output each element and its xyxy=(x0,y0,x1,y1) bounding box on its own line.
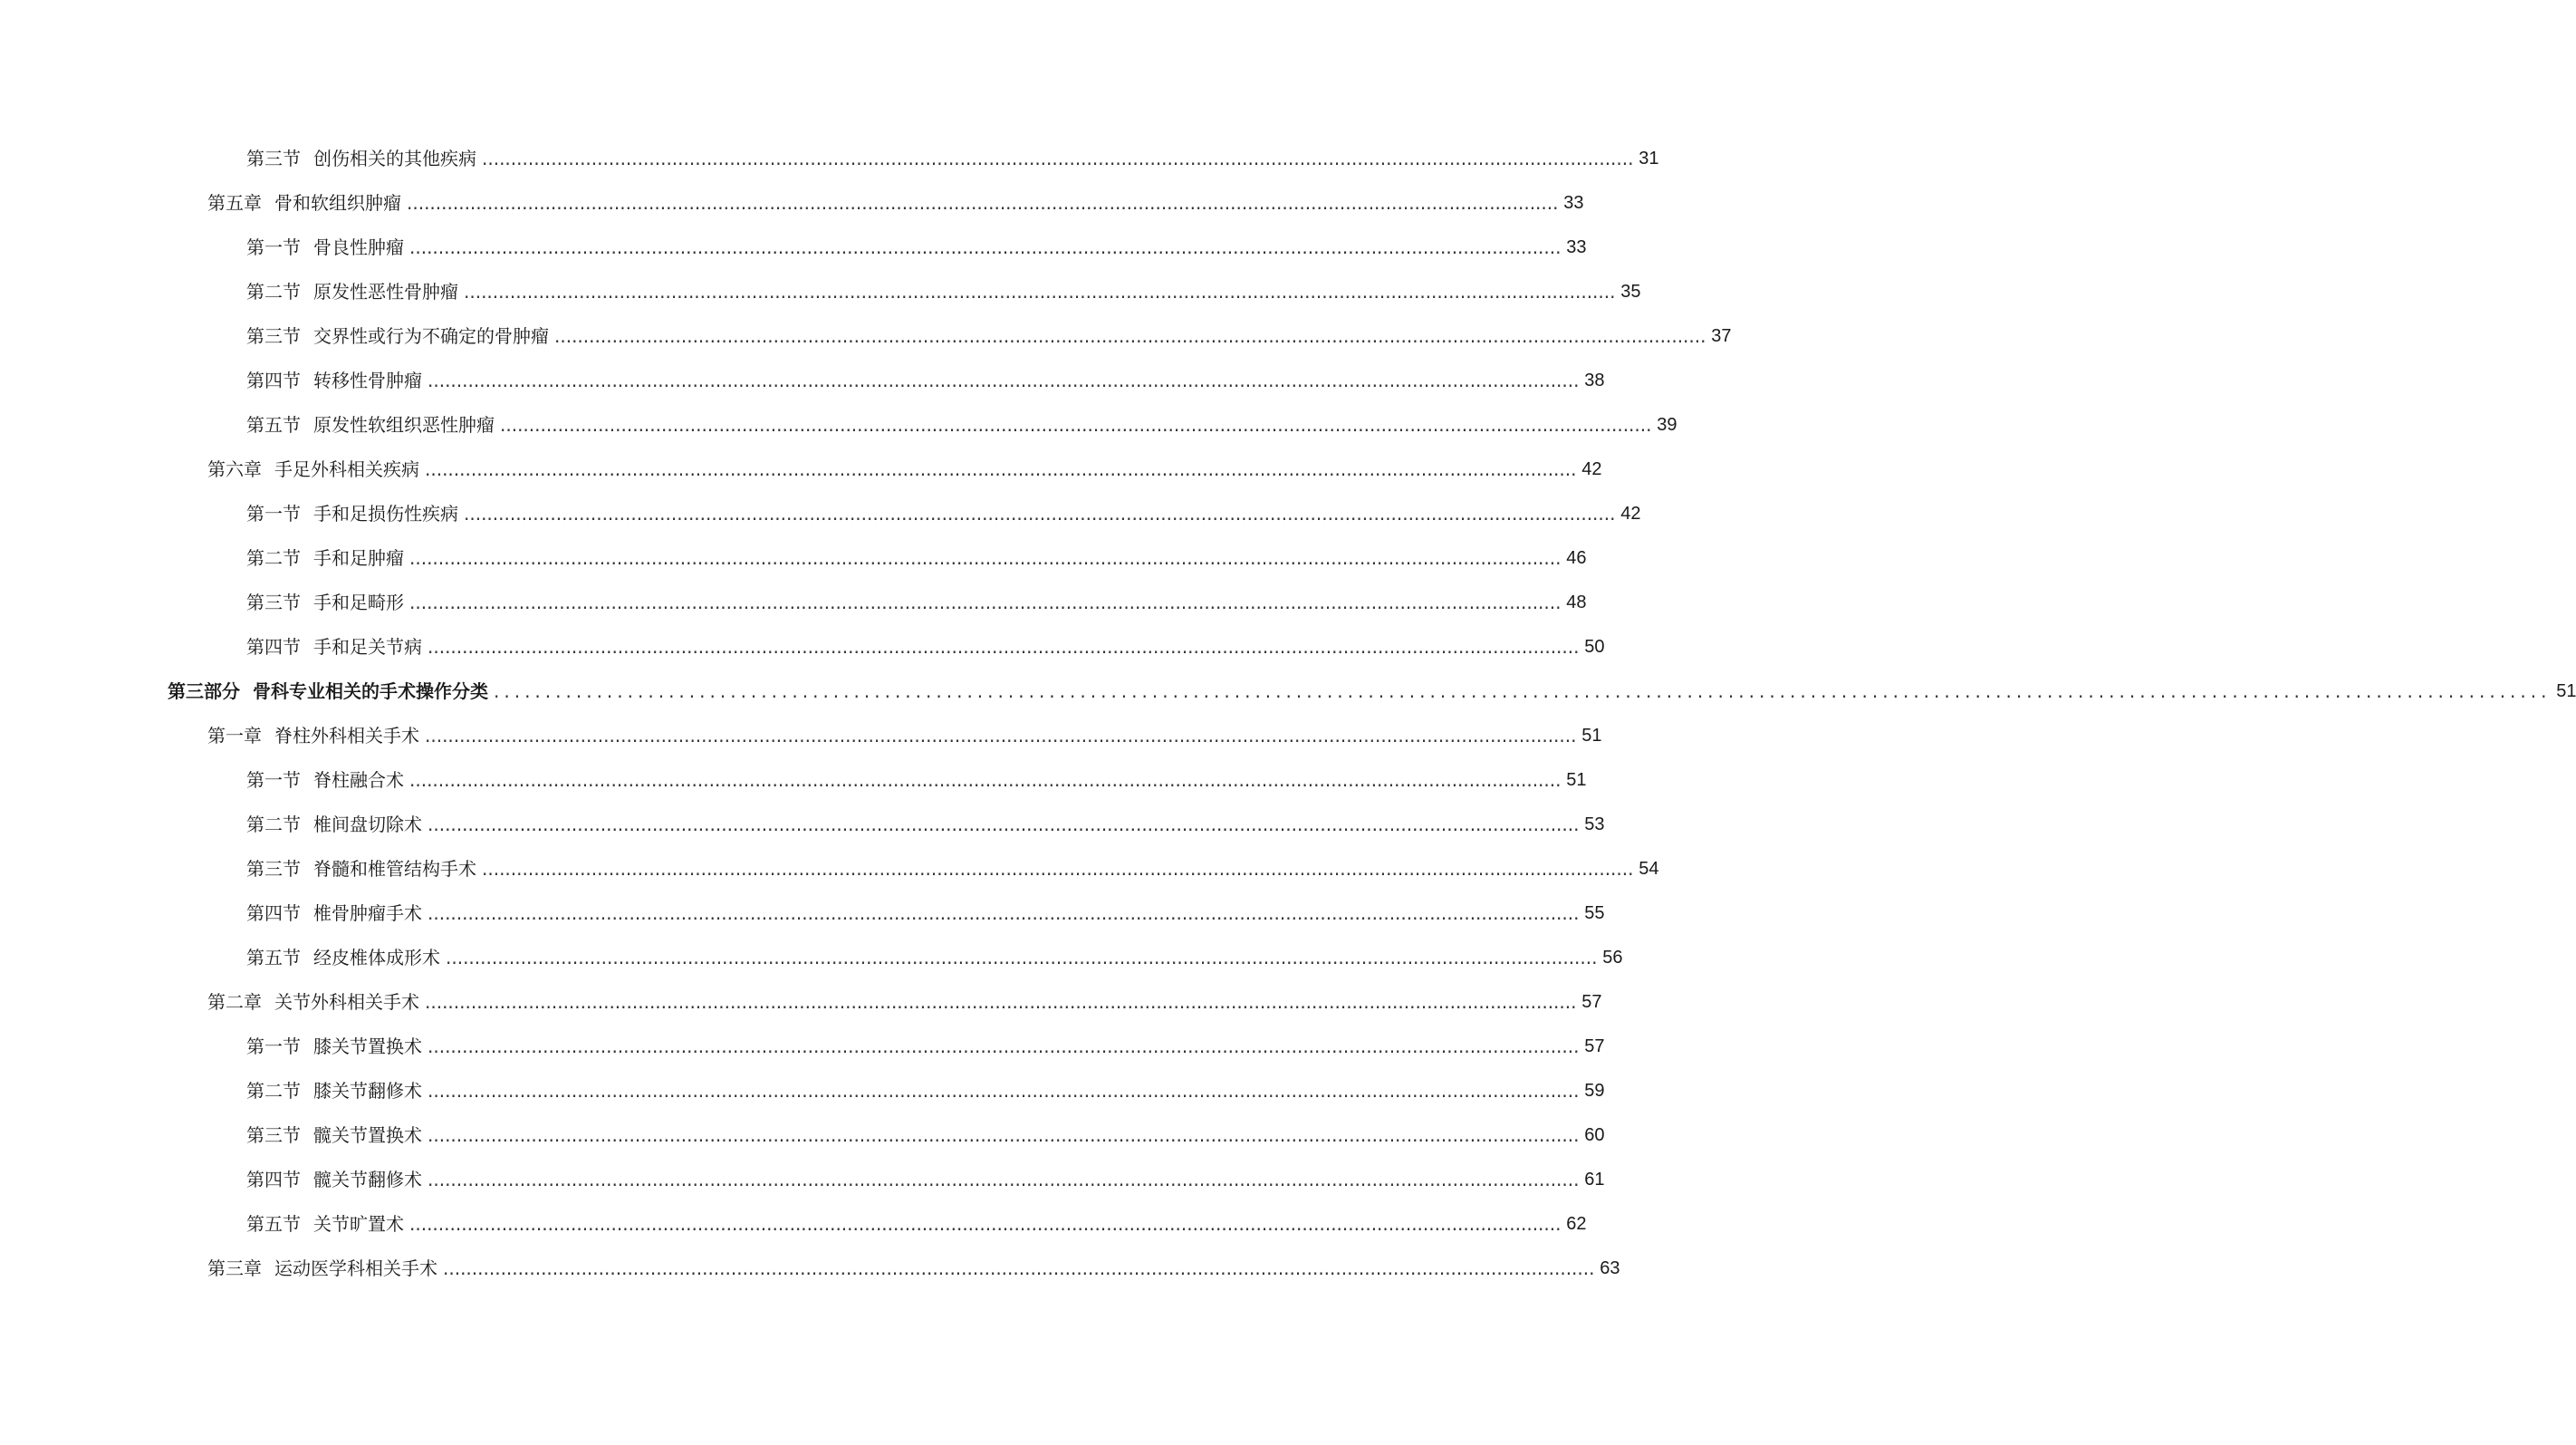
toc-entry-title: 关节旷置术 xyxy=(313,1212,404,1235)
toc-entry-page-number: 53 xyxy=(1584,814,1605,834)
toc-entry-page-number: 35 xyxy=(1620,281,1641,302)
toc-entry-prefix: 第三部分 xyxy=(168,679,240,702)
toc-entry-title: 交界性或行为不确定的骨肿瘤 xyxy=(313,324,549,347)
toc-entry-page-number: 51 xyxy=(1566,769,1587,790)
toc-entry-page-number: 61 xyxy=(1584,1169,1605,1190)
toc-entry-page-number: 54 xyxy=(1639,858,1659,879)
dot-leader: ........................................................................................................................................................................................................ xyxy=(409,1212,1562,1235)
dot-leader: ........................................................................................................................................................................................................ xyxy=(428,901,1580,924)
toc-entry-page-number: 48 xyxy=(1566,592,1587,612)
dot-leader: ........................................................................................................................................................................................................ xyxy=(409,236,1562,258)
toc-entry[interactable] xyxy=(0,1024,1605,1068)
toc-entry-label xyxy=(207,458,425,480)
toc-entry-title: 脊柱融合术 xyxy=(313,768,404,791)
toc-entry-label xyxy=(246,1213,409,1235)
toc-entry-label xyxy=(246,236,409,258)
toc-entry-title: 膝关节翻修术 xyxy=(313,1079,422,1102)
dot-leader: ........................................................................................................................................................................................................ xyxy=(409,546,1562,569)
toc-entry-prefix: 第三节 xyxy=(246,324,301,347)
dot-leader: ........................................................................................................................................................................................................ xyxy=(428,635,1580,658)
toc-entry-prefix: 第四节 xyxy=(246,369,301,391)
toc-entry-title: 骨良性肿瘤 xyxy=(313,236,404,258)
toc-entry-page-number: 42 xyxy=(1620,503,1641,524)
toc-entry[interactable] xyxy=(0,1068,1605,1113)
toc-entry-page-number: 33 xyxy=(1566,236,1587,257)
toc-entry-page-number: 57 xyxy=(1584,1036,1605,1056)
toc-entry-prefix: 第二节 xyxy=(246,813,301,835)
toc-entry-label xyxy=(246,547,409,569)
toc-entry[interactable] xyxy=(0,624,1605,669)
toc-entry-title: 手和足关节病 xyxy=(313,635,422,658)
toc-entry-prefix: 第二节 xyxy=(246,546,301,569)
toc-entry-label xyxy=(168,680,494,702)
toc-entry-title: 创伤相关的其他疾病 xyxy=(313,147,476,169)
toc-entry-prefix: 第五节 xyxy=(246,413,301,436)
toc-entry[interactable] xyxy=(0,225,1587,269)
toc-entry-prefix: 第一节 xyxy=(246,236,301,258)
dot-leader: ........................................................................................................................................................................................................ xyxy=(428,1035,1580,1057)
toc-entry-prefix: 第一章 xyxy=(207,724,262,747)
toc-entry-prefix: 第二节 xyxy=(246,280,301,303)
toc-entry[interactable] xyxy=(0,580,1587,624)
toc-entry-page-number: 55 xyxy=(1584,902,1605,923)
dot-leader: ........................................................................................................................................................................................................ xyxy=(464,502,1616,525)
toc-entry[interactable] xyxy=(0,979,1602,1024)
toc-entry-label xyxy=(246,636,428,658)
toc-entry-page-number: 63 xyxy=(1600,1257,1620,1278)
toc-entry-page-number: 33 xyxy=(1563,192,1584,213)
toc-entry-page-number: 46 xyxy=(1566,547,1587,568)
toc-entry[interactable] xyxy=(0,935,1623,979)
toc-entry-label xyxy=(246,902,428,924)
toc-entry-label xyxy=(246,814,428,835)
toc-entry-title: 脊柱外科相关手术 xyxy=(274,724,419,747)
toc-entry[interactable] xyxy=(0,891,1605,935)
toc-entry-page-number: 57 xyxy=(1581,991,1602,1012)
dot-leader: ........................................................................................................................................................................................................ xyxy=(446,946,1598,968)
toc-entry-prefix: 第三节 xyxy=(246,1123,301,1146)
toc-entry[interactable] xyxy=(0,402,1677,447)
dot-leader: ........................................................................................................................................................................................................ xyxy=(428,1123,1580,1146)
toc-entry[interactable] xyxy=(0,1201,1587,1246)
toc-entry[interactable] xyxy=(0,713,1602,757)
toc-entry[interactable] xyxy=(0,313,1732,358)
toc-entry-title: 髋关节翻修术 xyxy=(313,1168,422,1190)
toc-entry-label xyxy=(246,148,482,169)
dot-leader: ........................................................................................................................................................................................................ xyxy=(428,1168,1580,1190)
toc-entry-title: 原发性恶性骨肿瘤 xyxy=(313,280,458,303)
toc-entry-label xyxy=(246,1080,428,1102)
toc-entry-label xyxy=(246,1124,428,1146)
dot-leader: ........................................................................................................................................................................................................ xyxy=(425,458,1577,480)
toc-entry-title: 膝关节置换术 xyxy=(313,1035,422,1057)
toc-entry-label xyxy=(246,1036,428,1057)
toc-entry[interactable] xyxy=(0,447,1602,491)
toc-entry-title: 手和足损伤性疾病 xyxy=(313,502,458,525)
toc-entry-label xyxy=(246,370,428,391)
toc-entry[interactable] xyxy=(0,535,1587,580)
toc-entry-label xyxy=(246,503,464,525)
toc-entry-label xyxy=(246,769,409,791)
toc-entry-title: 椎间盘切除术 xyxy=(313,813,422,835)
toc-entry-prefix: 第二章 xyxy=(207,990,262,1013)
toc-entry-title: 经皮椎体成形术 xyxy=(313,946,440,968)
toc-entry-label xyxy=(246,1169,428,1190)
toc-entry-page-number: 51 xyxy=(2556,680,2576,701)
toc-entry-prefix: 第五节 xyxy=(246,1212,301,1235)
toc-entry-prefix: 第一节 xyxy=(246,768,301,791)
toc-entry-label xyxy=(246,414,500,436)
dot-leader: ........................................................................................................................................................................................................ xyxy=(409,591,1562,613)
toc-entry-title: 转移性骨肿瘤 xyxy=(313,369,422,391)
dot-leader: ........................................................................................................................................................................................................ xyxy=(428,1079,1580,1102)
toc-entry-prefix: 第四节 xyxy=(246,635,301,658)
dot-leader: ........................................................................................................................................................................................................ xyxy=(425,990,1577,1013)
toc-entry-title: 脊髓和椎管结构手术 xyxy=(313,857,476,880)
table-of-contents xyxy=(0,136,2576,1290)
toc-entry-title: 手和足畸形 xyxy=(313,591,404,613)
toc-entry-label xyxy=(207,1257,443,1279)
toc-entry-page-number: 37 xyxy=(1711,325,1732,346)
toc-entry-label xyxy=(246,947,446,968)
dot-leader: ........................................................................................................................................................................................................ xyxy=(464,280,1616,303)
toc-entry-title: 原发性软组织恶性肿瘤 xyxy=(313,413,495,436)
toc-entry-prefix: 第二节 xyxy=(246,1079,301,1102)
toc-entry-page-number: 56 xyxy=(1602,947,1623,968)
toc-entry-prefix: 第三节 xyxy=(246,591,301,613)
toc-entry-title: 手和足肿瘤 xyxy=(313,546,404,569)
toc-entry-page-number: 62 xyxy=(1566,1213,1587,1234)
dot-leader: ........................................................................................................................................................................................................ xyxy=(407,191,1559,214)
toc-entry[interactable] xyxy=(0,1246,1620,1290)
toc-entry[interactable] xyxy=(0,136,1659,180)
toc-entry-label xyxy=(207,991,425,1013)
toc-entry-page-number: 42 xyxy=(1581,458,1602,479)
toc-entry-title: 关节外科相关手术 xyxy=(274,990,419,1013)
dot-leader: ........................................................................................................................................................................................................ xyxy=(428,813,1580,835)
dot-leader: ........................................................................................................................................................................................................ xyxy=(554,324,1706,347)
toc-entry-prefix: 第三章 xyxy=(207,1257,262,1279)
dot-leader: ........................................................................................................................................................................................................ xyxy=(500,413,1652,436)
toc-entry-page-number: 59 xyxy=(1584,1080,1605,1101)
toc-entry-label xyxy=(246,858,482,880)
toc-entry-prefix: 第一节 xyxy=(246,502,301,525)
dot-leader: ........................................................................................................................................................................................................ xyxy=(494,679,2552,702)
toc-entry-title: 运动医学科相关手术 xyxy=(274,1257,437,1279)
dot-leader: ........................................................................................................................................................................................................ xyxy=(443,1257,1595,1279)
toc-entry-page-number: 38 xyxy=(1584,370,1605,390)
toc-entry-page-number: 60 xyxy=(1584,1124,1605,1145)
dot-leader: ........................................................................................................................................................................................................ xyxy=(428,369,1580,391)
toc-entry[interactable] xyxy=(0,491,1641,535)
toc-entry-prefix: 第一节 xyxy=(246,1035,301,1057)
toc-entry[interactable] xyxy=(0,180,1584,225)
toc-entry-page-number: 31 xyxy=(1639,148,1659,169)
toc-entry-title: 椎骨肿瘤手术 xyxy=(313,901,422,924)
toc-entry-page-number: 39 xyxy=(1657,414,1677,435)
toc-entry[interactable] xyxy=(0,669,2576,713)
toc-entry-prefix: 第三节 xyxy=(246,857,301,880)
toc-entry-title: 手足外科相关疾病 xyxy=(274,458,419,480)
toc-entry-page-number: 50 xyxy=(1584,636,1605,657)
toc-entry-label xyxy=(246,281,464,303)
toc-entry[interactable] xyxy=(0,757,1587,802)
toc-entry-prefix: 第三节 xyxy=(246,147,301,169)
toc-entry-prefix: 第四节 xyxy=(246,901,301,924)
toc-entry[interactable] xyxy=(0,802,1605,846)
toc-entry-prefix: 第五章 xyxy=(207,191,262,214)
toc-entry-label xyxy=(207,725,425,747)
toc-entry-prefix: 第五节 xyxy=(246,946,301,968)
dot-leader: ........................................................................................................................................................................................................ xyxy=(425,724,1577,747)
toc-entry[interactable] xyxy=(0,1157,1605,1201)
toc-entry-prefix: 第四节 xyxy=(246,1168,301,1190)
toc-entry[interactable] xyxy=(0,358,1605,402)
toc-entry[interactable] xyxy=(0,846,1659,891)
dot-leader: ........................................................................................................................................................................................................ xyxy=(482,147,1634,169)
toc-entry-title: 骨和软组织肿瘤 xyxy=(274,191,401,214)
toc-entry-title: 髋关节置换术 xyxy=(313,1123,422,1146)
toc-entry-label xyxy=(207,192,407,214)
toc-entry-label xyxy=(246,325,554,347)
dot-leader: ........................................................................................................................................................................................................ xyxy=(409,768,1562,791)
toc-entry-title: 骨科专业相关的手术操作分类 xyxy=(253,679,488,702)
toc-entry[interactable] xyxy=(0,1113,1605,1157)
toc-entry-label xyxy=(246,592,409,613)
toc-entry-page-number: 51 xyxy=(1581,725,1602,746)
dot-leader: ........................................................................................................................................................................................................ xyxy=(482,857,1634,880)
toc-entry-prefix: 第六章 xyxy=(207,458,262,480)
toc-entry[interactable] xyxy=(0,269,1641,313)
